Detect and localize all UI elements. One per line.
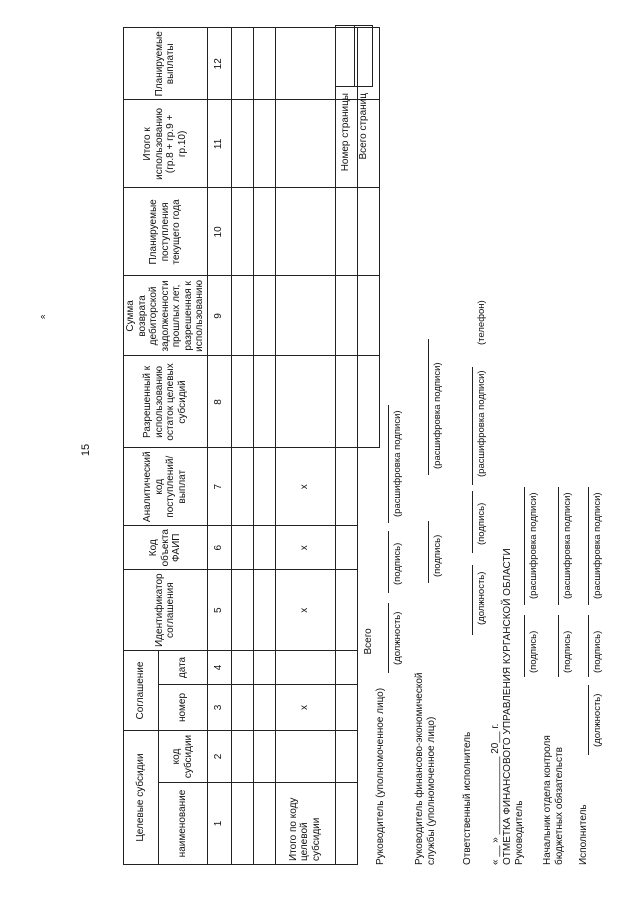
- exec-signature-line: [472, 491, 473, 553]
- header-debt-return: Сумма возврата дебиторской задолженности прошлых лет, разрешенная к использованию: [124, 276, 208, 356]
- hint-position: (должность): [592, 693, 603, 747]
- hint-position: (должность): [392, 611, 403, 665]
- fin-signature-line: [428, 521, 429, 583]
- col-num-5: 5: [207, 570, 231, 651]
- header-planned-receipts: Планируемые поступления текущего года: [124, 188, 208, 276]
- control-signature-line: [558, 615, 559, 677]
- head2-label: Руководитель: [514, 800, 525, 865]
- head2-signature-line: [524, 615, 525, 677]
- head-decoding-line: [388, 405, 389, 523]
- hint-phone: (телефон): [476, 300, 487, 345]
- head-label: Руководитель (уполномоченное лицо): [375, 687, 386, 865]
- col-num-2: 2: [207, 731, 231, 783]
- finance-mark-title: ОТМЕТКА ФИНАНСОВОГО УПРАВЛЕНИЯ КУРГАНСКОЙ ОБЛАСТИ: [502, 548, 513, 865]
- col-num-7: 7: [207, 448, 231, 526]
- hint-signature: (подпись): [592, 630, 603, 673]
- page-number: 15: [80, 443, 92, 457]
- hint-signature: (подпись): [432, 534, 443, 577]
- col-num-1: 1: [207, 783, 231, 865]
- column-numbers-row: [207, 28, 231, 865]
- page-number-label: Номер страницы: [339, 93, 351, 172]
- total-by-code-label: Итого по коду целевой субсидии: [275, 783, 335, 865]
- hint-decoding: (расшифровка подписи): [392, 410, 403, 517]
- col-num-10: 10: [207, 188, 231, 276]
- head-fin-label: Руководитель финансово-экономической службы (уполномоченное лицо): [414, 672, 437, 865]
- executor-label: Исполнитель: [578, 804, 589, 865]
- header-target-subsidies: Целевые субсидии: [124, 731, 159, 865]
- header-total: Итого к использованию (гр.8 + гр.9 + гр.10): [124, 100, 208, 188]
- total-pages-label: Всего страниц: [357, 93, 369, 160]
- responsible-executor-label: Ответственный исполнитель: [462, 731, 473, 865]
- col-num-3: 3: [207, 685, 231, 731]
- col-num-8: 8: [207, 356, 231, 448]
- fin-decoding-line: [428, 339, 429, 475]
- total-by-code-row: Итого по коду целевой субсидии x x x x: [275, 28, 335, 865]
- header-agreement: Соглашение: [124, 651, 159, 731]
- hint-decoding: (расшифровка подписи): [476, 370, 487, 477]
- header-faip-code: Код объекта ФАИП: [124, 526, 208, 570]
- exec-position-line: [472, 565, 473, 635]
- total-pages-box: [354, 25, 373, 87]
- hint-signature: (подпись): [528, 630, 539, 673]
- page-counter: [336, 25, 372, 205]
- header-permitted-balance: Разрешенный к использованию остаток целевых субсидий: [124, 356, 208, 448]
- hint-decoding: (расшифровка подписи): [592, 492, 603, 599]
- page-number-box: [335, 25, 355, 87]
- hint-signature: (подпись): [562, 630, 573, 673]
- col-num-11: 11: [207, 100, 231, 188]
- header-code: код субсидии: [159, 731, 207, 783]
- executor-position-line: [588, 685, 589, 755]
- hint-signature: (подпись): [476, 502, 487, 545]
- executor-signature-line: [588, 615, 589, 677]
- header-number: номер: [159, 685, 207, 731]
- header-name: наименование: [159, 783, 207, 865]
- exec-decoding-line: [472, 367, 473, 485]
- header-agreement-id: Идентификатор соглашения: [124, 570, 208, 651]
- hint-position: (должность): [476, 571, 487, 625]
- table-row: [253, 28, 275, 865]
- head2-decoding-line: [524, 487, 525, 605]
- head-signature-line: [388, 531, 389, 593]
- all-total-label: Всего: [362, 628, 374, 655]
- hint-decoding: (расшифровка подписи): [562, 492, 573, 599]
- head-position-line: [388, 603, 389, 673]
- header-date: дата: [159, 651, 207, 685]
- hint-decoding: (расшифровка подписи): [432, 362, 443, 469]
- hint-signature: (подпись): [392, 542, 403, 585]
- control-head-label: Начальник отдела контроля бюджетных обязательств: [542, 735, 565, 865]
- col-num-9: 9: [207, 276, 231, 356]
- corner-mark: »: [40, 312, 46, 323]
- table-row: [231, 28, 253, 865]
- date-line: « __ » ______________ 20__ г.: [490, 723, 501, 865]
- col-num-12: 12: [207, 28, 231, 100]
- header-planned-payments: Планируемые выплаты: [124, 28, 208, 100]
- control-decoding-line: [558, 487, 559, 605]
- col-num-6: 6: [207, 526, 231, 570]
- executor-decoding-line: [588, 487, 589, 605]
- header-analytic-code: Аналитический код поступлений/выплат: [124, 448, 208, 526]
- hint-decoding: (расшифровка подписи): [528, 492, 539, 599]
- col-num-4: 4: [207, 651, 231, 685]
